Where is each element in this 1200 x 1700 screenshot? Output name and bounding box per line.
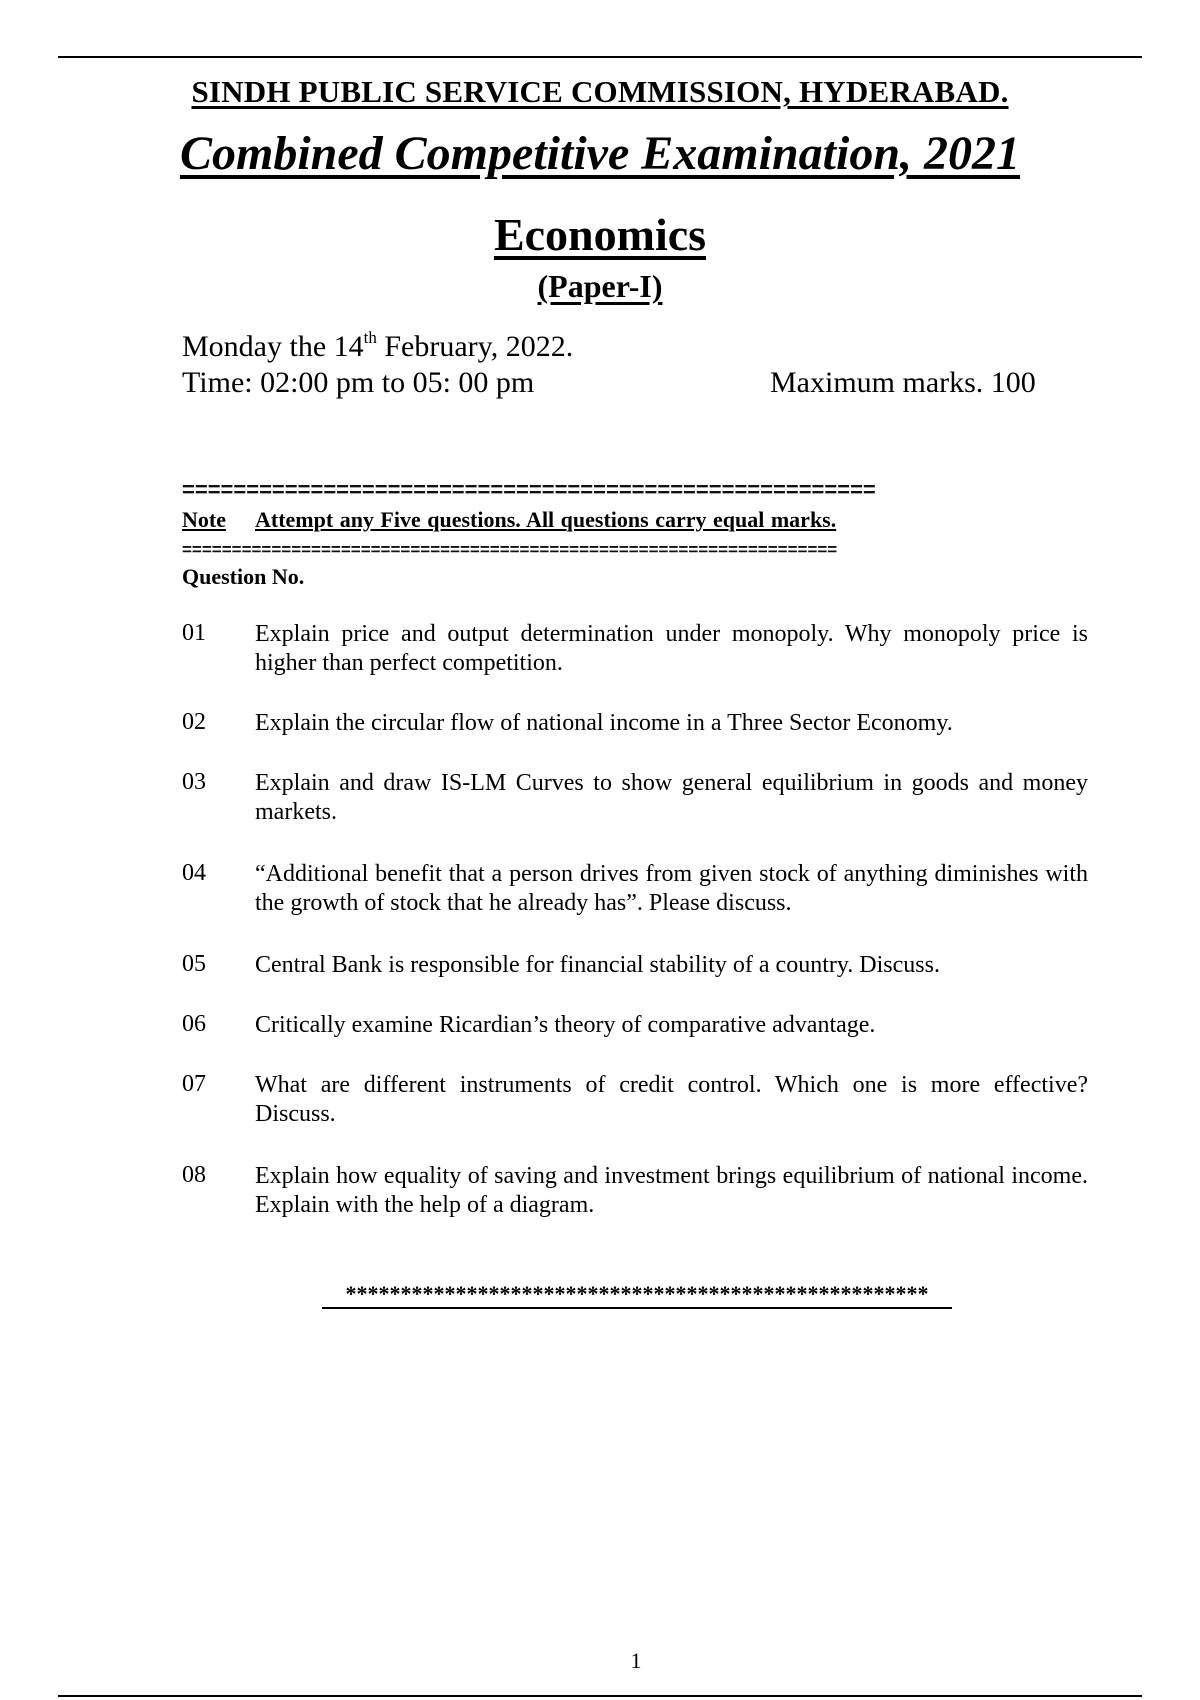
organization-title: SINDH PUBLIC SERVICE COMMISSION, HYDERABAD.: [191, 74, 1009, 109]
note-label: Note: [182, 507, 226, 532]
question-number: 05: [182, 951, 206, 977]
question-text: Central Bank is responsible for financial stability of a country. Discuss.: [255, 952, 940, 978]
top-border-rule: [58, 56, 1142, 58]
question-number: 08: [182, 1162, 206, 1188]
question-text: Explain and draw IS-LM Curves to show general equilibrium in goods and money markets.: [255, 770, 1088, 825]
exam-date-ordinal: th: [363, 328, 377, 347]
question-text: Explain price and output determination under monopoly. Why monopoly price is higher than perfect competition.: [255, 621, 1088, 676]
exam-time: Time: 02:00 pm to 05: 00 pm: [182, 366, 535, 399]
exam-date: [182, 330, 573, 364]
end-of-paper-marker: *****************************************************: [322, 1283, 952, 1309]
exam-date-prefix: Monday the 14: [182, 330, 364, 363]
question-text: What are different instruments of credit control. Which one is more effective? Discuss.: [255, 1072, 1088, 1127]
question-text: Critically examine Ricardian’s theory of comparative advantage.: [255, 1012, 876, 1038]
question-text: Explain how equality of saving and investment brings equilibrium of national income. Explain with the help of a diagram.: [255, 1163, 1088, 1218]
bottom-border-rule: [58, 1695, 1142, 1697]
separator-rule-2: ==================================================================: [182, 540, 838, 559]
question-number: 04: [182, 860, 206, 886]
exam-title: Combined Competitive Examination, 2021: [179, 127, 1021, 180]
question-number: 02: [182, 709, 206, 735]
question-text: “Additional benefit that a person drives from given stock of anything diminishes with the growth of stock that he already has”. Please discuss.: [255, 861, 1088, 916]
question-number: 06: [182, 1011, 206, 1037]
question-number: 07: [182, 1071, 206, 1097]
page-number: 1: [630, 1648, 642, 1673]
question-number: 03: [182, 769, 206, 795]
subject-title: Economics: [493, 209, 707, 260]
question-number-heading: Question No.: [182, 564, 305, 589]
maximum-marks: Maximum marks. 100: [770, 366, 1036, 399]
question-number: 01: [182, 620, 206, 646]
paper-label: (Paper-I): [537, 268, 663, 304]
note-text: Attempt any Five questions. All questions carry equal marks.: [255, 507, 837, 532]
question-text: Explain the circular flow of national income in a Three Sector Economy.: [255, 710, 953, 736]
separator-rule-1: ======================================================: [182, 477, 876, 502]
exam-date-rest: February, 2022.: [376, 330, 574, 363]
